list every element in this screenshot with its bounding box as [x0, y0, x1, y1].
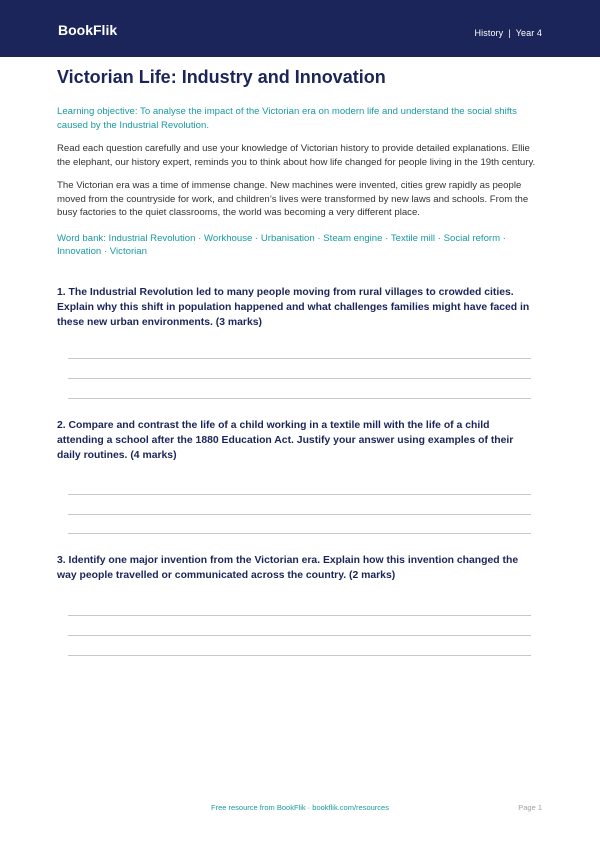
worksheet-intro: [57, 62, 543, 259]
learning-objective: Learning objective: To analyse the impact of the Victorian era on modern life and understand the social shifts caused by the Industrial Revolution.: [57, 106, 517, 131]
instructions-paragraph: Read each question carefully and use your knowledge of Victorian history to provide detailed explanations. Ellie the elephant, our history expert, reminds you to think about how life changed for people living in the 19th century.: [57, 143, 536, 168]
page-title: Victorian Life: Industry and Innovation: [57, 67, 386, 87]
answer-line[interactable]: [68, 398, 531, 399]
answer-line[interactable]: [68, 494, 531, 495]
answer-line[interactable]: [68, 358, 531, 359]
question-3: 3. Identify one major invention from the Victorian era. Explain how this invention changed the way people travelled or communicated across the country. (2 marks): [57, 555, 519, 581]
answer-line[interactable]: [68, 378, 531, 379]
answer-line[interactable]: [68, 533, 531, 534]
answer-line[interactable]: [68, 635, 531, 636]
page-number: Page 1: [518, 803, 542, 812]
brand-logo: BookFlik: [58, 22, 118, 38]
context-paragraph: The Victorian era was a time of immense change. New machines were invented, cities grew rapidly as people moved from the countryside for work, and children’s lives were transformed by new laws and schools. From the busy factories to the quiet classrooms, the world was becoming a very different place.: [57, 180, 529, 218]
answer-line[interactable]: [68, 615, 531, 616]
answer-line[interactable]: [68, 514, 531, 515]
word-bank: Word bank: Industrial Revolution · Workhouse · Urbanisation · Steam engine · Textile mill · Social reform · Innovation · Victorian: [57, 232, 506, 257]
question-1: 1. The Industrial Revolution led to many people moving from rural villages to crowded cities. Explain why this shift in population happened and what challenges families might have faced in these new urban environments. (3 marks): [57, 287, 530, 328]
footer-credit: Free resource from BookFlik · bookflik.com/resources: [211, 803, 389, 812]
subject-year-label: [475, 27, 542, 39]
page-header: [0, 0, 600, 57]
year-label: Year 4: [515, 28, 542, 38]
question-2: 2. Compare and contrast the life of a child working in a textile mill with the life of a child attending a school after the 1880 Education Act. Justify your answer using examples of their daily routines. (4 marks): [57, 420, 514, 461]
header-separator: |: [508, 28, 511, 38]
answer-line[interactable]: [68, 655, 531, 656]
subject-label: History: [474, 28, 504, 38]
